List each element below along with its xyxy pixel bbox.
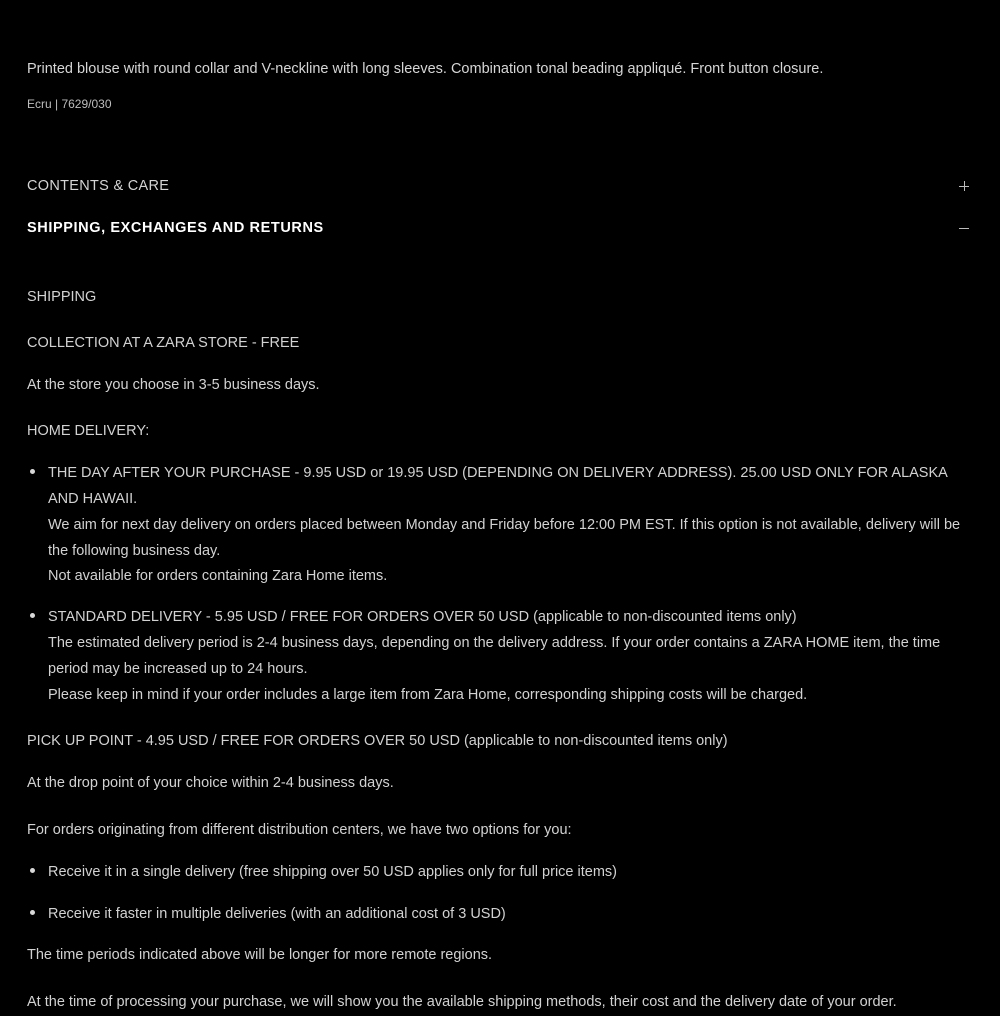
accordion-contents-care[interactable] xyxy=(27,176,973,196)
remote-note: The time periods indicated above will be longer for more remote regions. xyxy=(27,947,493,964)
next-day-title: THE DAY AFTER YOUR PURCHASE - 9.95 USD or 19.95 USD (DEPENDING ON DELIVERY ADDRESS). 25.00 USD ONLY FOR ALASKA AND HAWAII. xyxy=(48,465,948,507)
multi-intro: For orders originating from different distribution centers, we have two options for you: xyxy=(27,821,572,838)
plus-icon[interactable] xyxy=(957,179,971,193)
accordion-shipping-returns[interactable] xyxy=(27,218,973,238)
pickup-text: At the drop point of your choice within 2-4 business days. xyxy=(27,775,394,792)
collection-text: At the store you choose in 3-5 business days. xyxy=(27,376,320,393)
shipping-content xyxy=(27,285,973,1016)
list-item-single-delivery xyxy=(27,860,973,886)
minus-icon[interactable] xyxy=(957,221,971,235)
accordion-contents-care-label: CONTENTS & CARE xyxy=(27,178,170,194)
processing-note: At the time of processing your purchase, we will show you the available shipping methods, their cost and the delivery date of your order. xyxy=(27,994,897,1011)
pickup-title: PICK UP POINT - 4.95 USD / FREE FOR ORDERS OVER 50 USD (applicable to non-discounted items only) xyxy=(27,733,728,750)
shipping-heading: SHIPPING xyxy=(27,289,97,305)
standard-title: STANDARD DELIVERY - 5.95 USD / FREE FOR ORDERS OVER 50 USD (applicable to non-discounted items only) xyxy=(48,609,797,626)
collection-title: COLLECTION AT A ZARA STORE - FREE xyxy=(27,334,300,351)
list-item-multiple-deliveries xyxy=(27,902,973,928)
single-delivery-text: Receive it in a single delivery (free shipping over 50 USD applies only for full price items) xyxy=(48,863,617,880)
product-info-panel xyxy=(27,0,973,1011)
multiple-deliveries-text: Receive it faster in multiple deliveries (with an additional cost of 3 USD) xyxy=(48,905,506,922)
standard-line2: Please keep in mind if your order includes a large item from Zara Home, corresponding shipping costs will be charged. xyxy=(48,686,808,703)
list-item-next-day xyxy=(27,461,973,590)
list-item-standard xyxy=(27,605,973,708)
accordion-shipping-returns-label: SHIPPING, EXCHANGES AND RETURNS xyxy=(27,220,324,236)
next-day-line2: Not available for orders containing Zara Home items. xyxy=(48,568,388,585)
next-day-line1: We aim for next day delivery on orders placed between Monday and Friday before 12:00 PM EST. If this option is not available, delivery will be the following business day. xyxy=(48,516,961,559)
product-description: Printed blouse with round collar and V-neckline with long sleeves. Combination tonal beading appliqué. Front button closure. xyxy=(27,61,824,77)
home-delivery-title: HOME DELIVERY: xyxy=(27,423,150,440)
standard-line1: The estimated delivery period is 2-4 business days, depending on the delivery address. If your order contains a ZARA HOME item, the time period may be increased up to 24 hours. xyxy=(48,634,941,677)
product-color-reference: Ecru | 7629/030 xyxy=(27,97,112,111)
